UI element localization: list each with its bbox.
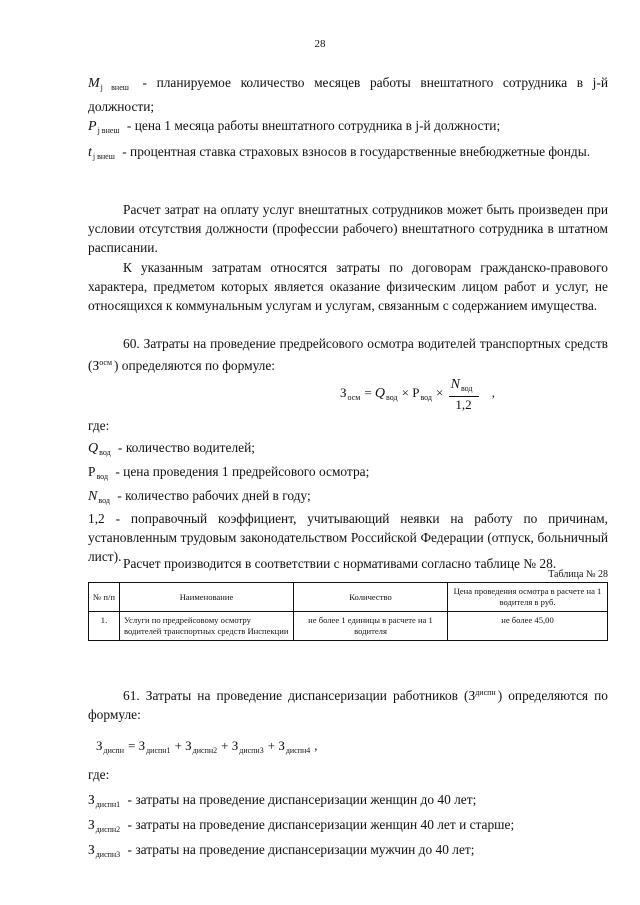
calc-note-60: Расчет производится в соответствии с нормативами согласно таблице № 28. [123,556,557,571]
fraction-numerator [449,376,479,397]
def-n-vod [88,486,608,510]
symbol: З [88,817,95,832]
item-61-text-after: ) определяются по формуле: [88,688,608,722]
definition-text: - затраты на проведение диспансеризации женщин до 40 лет; [127,792,477,807]
item-60-subscript: осм [99,358,112,367]
item-60-text-before: 60. Затраты на проведение предрейсового осмотра водителей транспортных средств ( [88,336,608,373]
definition-text: - количество рабочих дней в году; [117,488,311,503]
definition-text: - цена проведения 1 предрейсового осмотра; [115,464,370,479]
formula-term-2: З [185,738,192,753]
item-60-text-after: ) определяются по формуле: [114,358,276,373]
def-t-jvnesh [88,142,608,166]
formula-dispn [96,738,318,755]
formula-eq: = [127,738,136,753]
symbol: Q [88,441,99,456]
definition-text: - затраты на проведение диспансеризации женщин 40 лет и старше; [127,817,515,832]
def-p-jvnesh [88,116,608,140]
formula-comma: , [491,384,495,400]
symbol: З [88,842,95,857]
symbol: M [88,76,100,91]
table-caption: Таблица № 28 [548,569,608,580]
where-label-60: где: [88,418,110,433]
item-61-text-before: 61. Затраты на проведение диспансеризации работников ( [123,688,469,703]
formula-term-4: З [278,738,285,753]
formula-osm [340,376,495,412]
item-60-symbol: З [92,358,100,373]
table-row [89,612,608,641]
formula-times: × [401,384,409,400]
symbol: P [88,119,97,134]
subscript: диспн3 [95,850,121,859]
formula-lhs-sub: диспн [103,746,124,755]
formula-p-sub: вод [420,392,432,402]
item-61-subscript: диспн [475,688,496,697]
definition-text: - количество водителей; [118,440,255,455]
coefficient-definition: 1,2 - поправочный коэффициент, учитывающий неявки на работу по причинам, установленным трудовым законодательством Российской Федерации (отпуск, больничный лист). [88,511,608,564]
cell-number: 1. [89,612,120,641]
formula-q: Q [374,385,386,401]
col-header-number: № п/п [89,583,120,612]
item-60-heading [88,334,608,375]
formula-term-1: З [138,738,146,753]
formula-plus-3: + [267,738,276,753]
symbol: Р [88,464,96,479]
where-label-61: где: [88,767,110,782]
subscript: вод [96,472,109,481]
formula-lhs-sub: осм [347,392,361,402]
subscript: j внеш [100,83,129,92]
formula-fraction [449,376,479,412]
formula-plus-2: + [221,738,229,753]
formula-n: N [450,377,460,392]
definition-text: - цена 1 месяца работы внештатного сотрудника в j-й должности; [126,118,501,133]
formula-comma: , [314,738,318,753]
symbol: N [88,489,98,504]
formula-n-sub: вод [460,384,473,393]
formula-term-2-sub: диспн2 [192,746,218,755]
def-m-jvnesh [88,73,608,116]
subscript: j внеш [92,152,115,161]
paragraph-staff-condition: Расчет затрат на оплату услуг внештатных сотрудников может быть произведен при условии отсутствия должности (профессии рабочего) внештатного сотрудника в штатном расписании. [88,202,608,255]
subscript: диспн2 [95,825,121,834]
col-header-name: Наименование [120,583,294,612]
formula-term-3: З [231,738,239,753]
cell-name: Услуги по предрейсовому осмотру водителей транспортных средств Инспекции [120,612,294,641]
formula-q-sub: вод [386,392,398,402]
formula-times-2: × [436,384,444,400]
def-dispn3 [88,840,608,864]
def-dispn1 [88,790,608,814]
fraction-denominator: 1,2 [455,397,472,412]
definition-text: - процентная ставка страховых взносов в государственные внебюджетные фонды. [122,144,591,159]
formula-eq: = [364,384,372,400]
cell-price: не более 45,00 [448,612,608,641]
formula-plus-1: + [174,738,182,753]
subscript: вод [99,448,111,457]
subscript: диспн1 [95,800,121,809]
formula-term-1-sub: диспн1 [146,746,171,755]
subscript: вод [98,496,110,505]
paragraph-civil-contracts: К указанным затратам относятся затраты по договорам гражданско-правового характера, предметом которых является оказание физическим лицом работ и услуг, не относящихся к коммунальным услугам и услугам, связанным с содержанием имущества. [88,260,608,313]
formula-lhs: З [96,738,103,753]
def-dispn2 [88,815,608,839]
symbol: З [88,792,95,807]
cell-quantity: не более 1 единицы в расчете на 1 водителя [294,612,448,641]
formula-term-3-sub: диспн3 [239,746,264,755]
formula-term-4-sub: диспн4 [285,746,311,755]
symbol: t [88,145,92,160]
definition-text: - затраты на проведение диспансеризации мужчин до 40 лет; [127,842,475,857]
def-q-vod [88,438,608,462]
item-61-symbol: З [468,688,476,703]
definition-text: - планируемое количество месяцев работы внештатного сотрудника в j-й должности; [88,75,608,114]
formula-p: Р [412,384,420,400]
formula-lhs: З [340,384,347,400]
table-header-row [89,583,608,612]
def-p-vod [88,462,608,486]
col-header-price: Цена проведения осмотра в расчете на 1 водителя в руб. [448,583,608,612]
item-61-heading [88,683,608,724]
col-header-quantity: Количество [294,583,448,612]
norms-table [88,582,608,641]
page-number: 28 [314,38,326,50]
subscript: j внеш [97,126,120,135]
